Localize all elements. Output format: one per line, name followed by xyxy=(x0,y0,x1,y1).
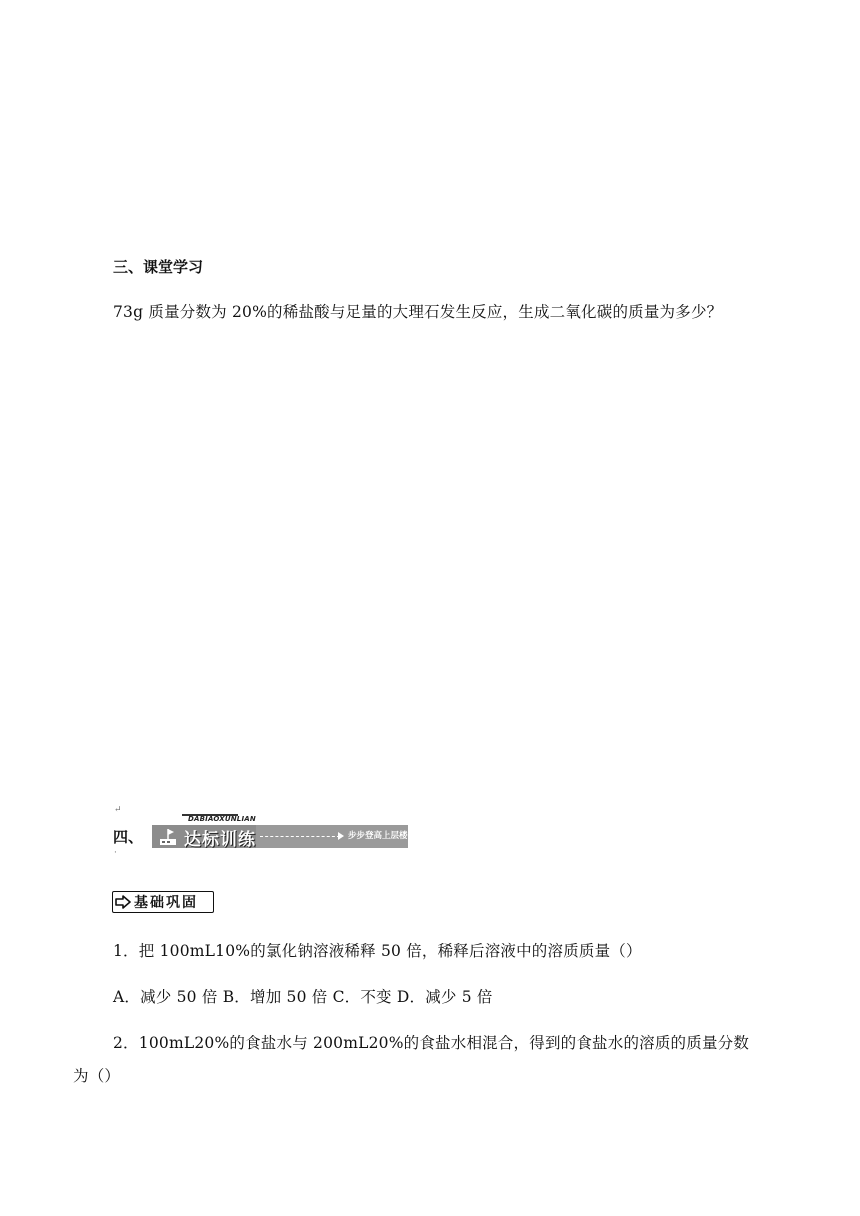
paragraph-mark: ↵ xyxy=(114,805,122,815)
sub-heading-text: 基础巩固 xyxy=(134,895,198,911)
bullet-mark: · xyxy=(114,848,117,858)
banner-subtitle: DABIAOXUNLIAN xyxy=(188,815,256,823)
banner-arrowhead-icon xyxy=(338,832,344,840)
pointing-hand-icon xyxy=(115,895,131,909)
section-number-four: 四、 xyxy=(113,828,144,846)
question-2-stem-line1: 2．100mL20%的食盐水与 200mL20%的食盐水相混合，得到的食盐水的溶质的质量分数 xyxy=(113,1034,750,1052)
banner-dashed-arrow xyxy=(260,836,340,837)
banner-slogan: 步步登高上层楼 xyxy=(348,831,408,841)
question-1-options: A．减少 50 倍 B．增加 50 倍 C．不变 D．减少 5 倍 xyxy=(113,988,493,1006)
classroom-problem-text: 73g 质量分数为 20%的稀盐酸与足量的大理石发生反应，生成二氧化碳的质量为多少？ xyxy=(113,303,723,321)
basic-consolidation-label xyxy=(112,891,214,913)
standard-training-banner xyxy=(152,814,408,848)
section-heading-classroom-learning: 三、课堂学习 xyxy=(113,258,204,276)
question-1-stem: 1．把 100mL10%的氯化钠溶液稀释 50 倍，稀释后溶液中的溶质质量（） xyxy=(113,942,642,960)
flag-climb-icon xyxy=(158,827,178,846)
banner-title: 达标训练 xyxy=(184,830,256,850)
question-2-stem-line2: 为（） xyxy=(73,1067,121,1085)
